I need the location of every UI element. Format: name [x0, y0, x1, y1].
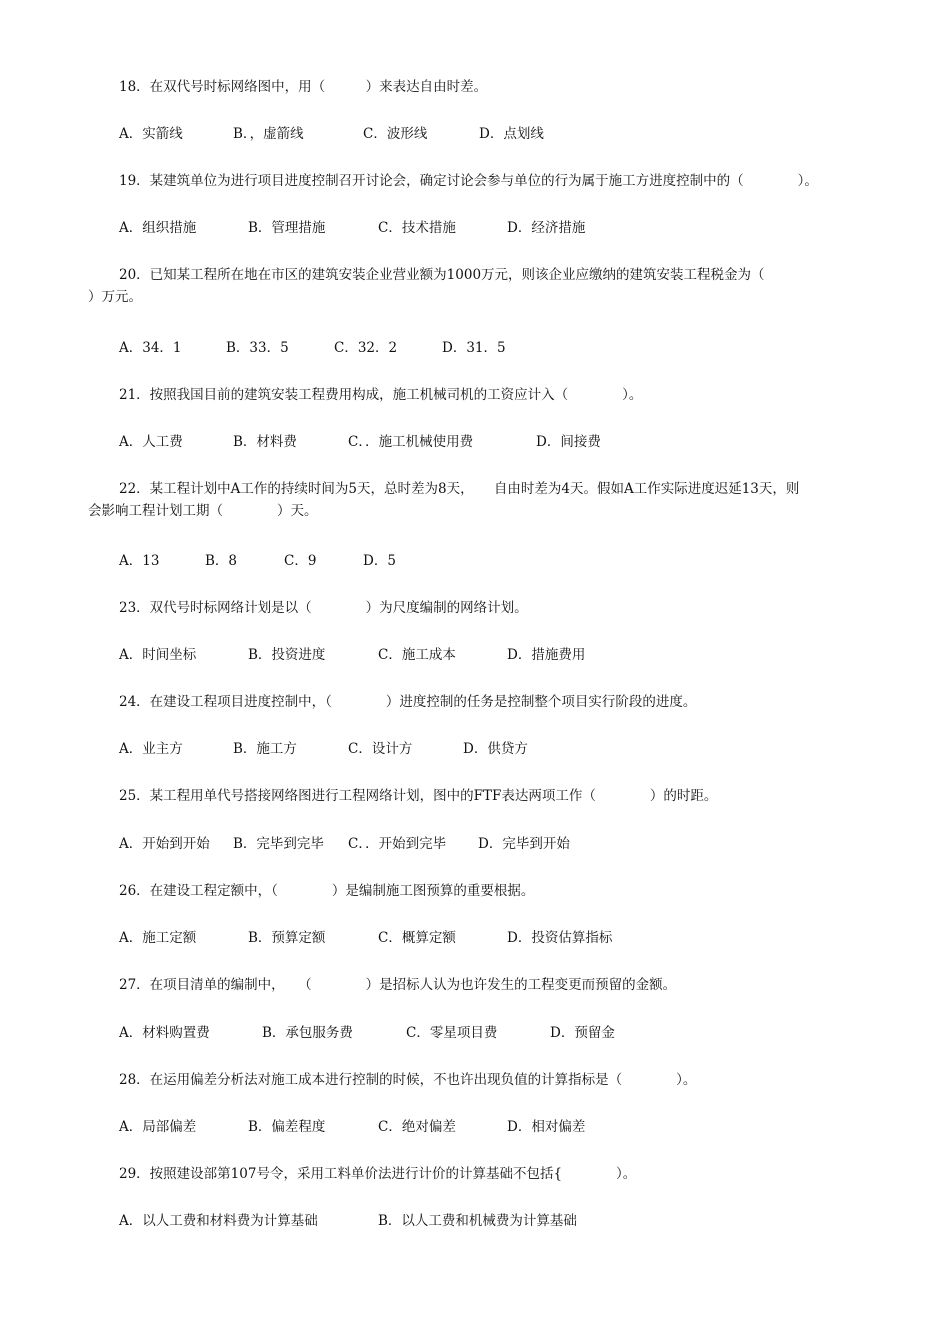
- question-text: 会影响工程计划工期（ ）天。: [88, 503, 318, 519]
- answer-option: D．31．5: [442, 340, 506, 356]
- question-text: 20．已知某工程所在地在市区的建筑安装企业营业额为1000万元，则该企业应缴纳的建筑安装工程税金为（: [119, 267, 765, 283]
- answer-option: D．预留金: [550, 1025, 615, 1041]
- answer-option: D．措施费用: [507, 647, 586, 663]
- answer-option: C．施工成本: [378, 647, 456, 663]
- answer-option: A．材料购置费: [119, 1025, 210, 1041]
- answer-option: B．承包服务费: [262, 1025, 353, 1041]
- answer-option: D．投资估算指标: [507, 930, 613, 946]
- answer-option: B．以人工费和机械费为计算基础: [378, 1213, 577, 1229]
- answer-option: B．，虚箭线: [233, 126, 304, 142]
- answer-option: B．投资进度: [248, 647, 326, 663]
- answer-option: A．施工定额: [119, 930, 197, 946]
- answer-option: D．间接费: [536, 434, 601, 450]
- answer-option: B．8: [205, 553, 238, 569]
- question-text: 19．某建筑单位为进行项目进度控制召开讨论会，确定讨论会参与单位的行为属于施工方进度控制中的（ ）。: [119, 173, 818, 189]
- question-text: 28．在运用偏差分析法对施工成本进行控制的时候，不也许出现负值的计算指标是（ ）。: [119, 1072, 697, 1088]
- answer-option: B．预算定额: [248, 930, 326, 946]
- question-text: ）万元。: [88, 289, 142, 305]
- answer-option: A．实箭线: [119, 126, 183, 142]
- answer-option: C．．开始到完毕: [348, 836, 447, 852]
- answer-option: A．人工费: [119, 434, 183, 450]
- answer-option: A．开始到开始: [119, 836, 210, 852]
- answer-option: C．．施工机械使用费: [348, 434, 474, 450]
- question-text: 22．某工程计划中A工作的持续时间为5天，总时差为8天， 自由时差为4天。假如A工作实际进度迟延13天，则: [119, 481, 800, 497]
- answer-option: B．施工方: [233, 741, 297, 757]
- answer-option: C．32．2: [334, 340, 398, 356]
- answer-option: D．供贷方: [463, 741, 528, 757]
- answer-option: C．设计方: [348, 741, 413, 757]
- answer-option: D．完毕到开始: [478, 836, 570, 852]
- question-text: 29．按照建设部第107号令，采用工料单价法进行计价的计算基础不包括{ ）。: [119, 1166, 637, 1182]
- answer-option: D．点划线: [479, 126, 544, 142]
- answer-option: C．技术措施: [378, 220, 456, 236]
- question-text: 21．按照我国目前的建筑安装工程费用构成，施工机械司机的工资应计入（ ）。: [119, 387, 643, 403]
- answer-option: B．管理措施: [248, 220, 326, 236]
- question-text: 18．在双代号时标网络图中，用（ ）来表达自由时差。: [119, 79, 488, 95]
- answer-option: A．13: [119, 553, 160, 569]
- answer-option: B．材料费: [233, 434, 297, 450]
- answer-option: D．相对偏差: [507, 1119, 586, 1135]
- answer-option: B．33．5: [226, 340, 289, 356]
- answer-option: C．零星项目费: [406, 1025, 498, 1041]
- answer-option: A．以人工费和材料费为计算基础: [119, 1213, 318, 1229]
- answer-option: D．经济措施: [507, 220, 586, 236]
- answer-option: A．34．1: [119, 340, 182, 356]
- answer-option: A．业主方: [119, 741, 183, 757]
- question-text: 24．在建设工程项目进度控制中，（ ）进度控制的任务是控制整个项目实行阶段的进度。: [119, 694, 697, 710]
- question-text: 25．某工程用单代号搭接网络图进行工程网络计划，图中的FTF表达两项工作（ ）的时距。: [119, 788, 718, 804]
- question-text: 27．在项目清单的编制中， （ ）是招标人认为也许发生的工程变更而预留的金额。: [119, 977, 677, 993]
- answer-option: B．完毕到完毕: [233, 836, 324, 852]
- answer-option: A．组织措施: [119, 220, 197, 236]
- answer-option: C．9: [284, 553, 317, 569]
- question-text: 26．在建设工程定额中，（ ）是编制施工图预算的重要根据。: [119, 883, 535, 899]
- answer-option: A．局部偏差: [119, 1119, 197, 1135]
- answer-option: B．偏差程度: [248, 1119, 326, 1135]
- answer-option: C．绝对偏差: [378, 1119, 456, 1135]
- answer-option: D．5: [363, 553, 396, 569]
- answer-option: C．概算定额: [378, 930, 456, 946]
- question-text: 23．双代号时标网络计划是以（ ）为尺度编制的网络计划。: [119, 600, 528, 616]
- answer-option: A．时间坐标: [119, 647, 197, 663]
- answer-option: C．波形线: [363, 126, 428, 142]
